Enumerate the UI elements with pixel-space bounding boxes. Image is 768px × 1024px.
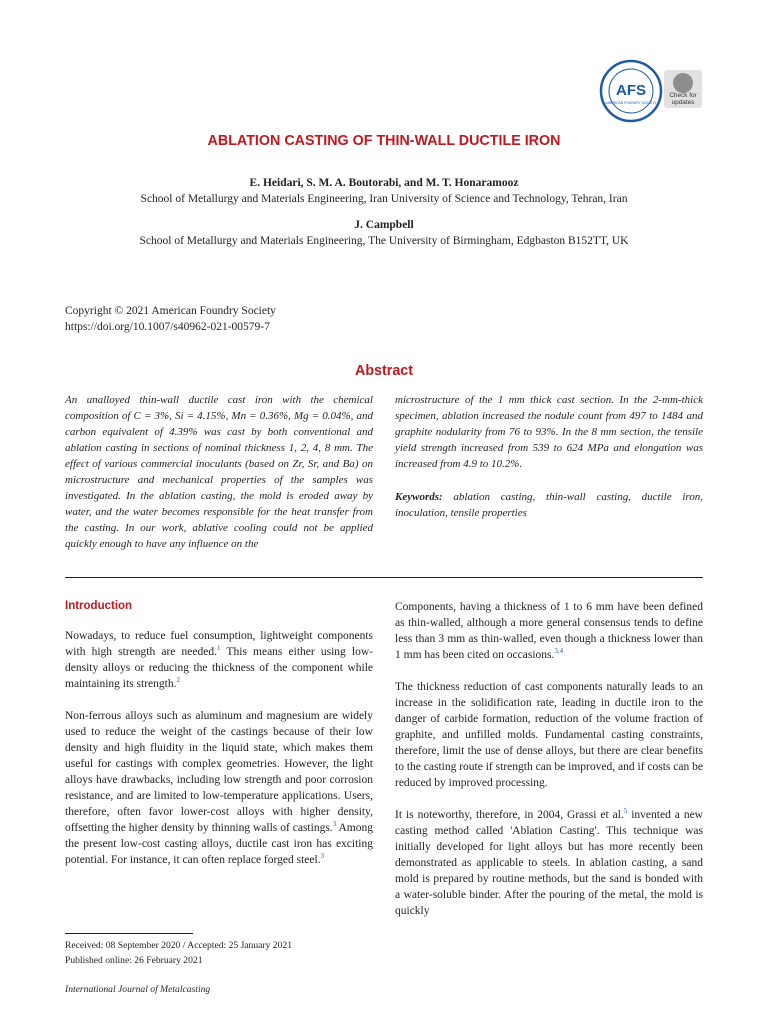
footnote [65, 938, 292, 968]
right-p3-text-b: invented a new casting method called 'Ablation Casting'. This technique was initially developed for light alloys but has more recently been demonstrated as applicable to steels. In ablation casting, a sand mold is prepared by routine methods, but the sand is bonded with a water-soluble binder. After the pouring of the metal, the mold is quickly [395, 809, 703, 917]
paper-title: ABLATION CASTING OF THIN-WALL DUCTILE IRON [207, 133, 561, 149]
afs-logo [599, 59, 663, 123]
intro-p2-text-b: Among the present low-cost casting alloys, ductile cast iron has exciting potential. For instance, it can often replace forged steel. [65, 822, 373, 866]
check-for-updates-label: Check for updates [669, 92, 697, 106]
authors-1: E. Heidari, S. M. A. Boutorabi, and M. T. Honaramooz [249, 177, 519, 189]
authors-2: J. Campbell [354, 219, 414, 231]
right-p3-text: It is noteworthy, therefore, in 2004, Grassi et al. [395, 809, 624, 821]
abstract-text-left: An unalloyed thin-wall ductile cast iron with the chemical composition of C = 3%, Si = 4.15%, Mn = 0.36%, Mg = 0.04%, and carbon equivalent of 4.39% was cast by both conventional and ablation casting in sections of nominal thickness 1, 2, 4, 8 mm. The effect of various commercial inoculants (based on Zr, Sr, and Ba) on microstructure and mechanical properties of the samples was investigated. In the ablation casting, the mold is eroded away by water, and the water becomes responsible for the heat transfer from the casting. In our work, ablative cooling could not be applied quickly enough to have any influence on the [65, 394, 373, 550]
abstract-right-column [395, 392, 703, 521]
keywords-label: Keywords: [395, 491, 443, 503]
ref-link[interactable]: 3,4 [554, 647, 564, 656]
affiliation-2: School of Metallurgy and Materials Engineering, The University of Birmingham, Edgbaston B152TT, UK [139, 235, 629, 247]
afs-logo-text: AFS [616, 82, 646, 99]
abstract-left-column [65, 392, 373, 552]
right-paragraph-3 [395, 807, 703, 919]
intro-p2-text: Non-ferrous alloys such as aluminum and magnesium are widely used to reduce the weight of the castings because of their low density and high fluidity in the liquid state, which makes them useful for castings with complex geometries. However, the light alloys have drawbacks, including low strength and poor corrosion resistance, and are limited to low-temperature applications. Users, therefore, often favor lower-cost alloys with higher density, offsetting the higher density by thinning walls of castings. [65, 710, 373, 834]
check-for-updates-badge[interactable] [664, 70, 702, 108]
abstract-divider [65, 577, 703, 578]
abstract-heading: Abstract [355, 363, 413, 379]
intro-paragraph-1 [65, 628, 373, 692]
doi-link[interactable]: https://doi.org/10.1007/s40962-021-00579-7 [65, 321, 270, 333]
published-online-date: Published online: 26 February 2021 [65, 955, 203, 966]
ref-link[interactable]: 2 [176, 676, 180, 685]
right-p1-text: Components, having a thickness of 1 to 6 mm have been defined as thin-walled, although a more general consensus tends to define less than 3 mm as thin-walled, even though a thickness lower than 1 mm has been cited on occasions. [395, 601, 703, 661]
intro-paragraph-2 [65, 708, 373, 868]
ref-link[interactable]: 3 [320, 852, 325, 861]
body-left-column [65, 628, 373, 884]
intro-p1-text: Nowadays, to reduce fuel consumption, lightweight components with high strength are needed. [65, 630, 373, 658]
body-right-column [395, 599, 703, 935]
intro-p1-text-b: This means either using low-density alloys or reducing the thickness of the component while maintaining its strength. [65, 646, 374, 690]
received-accepted-dates: Received: 08 September 2020 / Accepted: 25 January 2021 [65, 940, 292, 951]
copyright-line: Copyright © 2021 American Foundry Society [65, 305, 276, 317]
ref-link[interactable]: 1 [217, 644, 221, 653]
right-paragraph-1 [395, 599, 703, 663]
bookmark-icon [673, 73, 693, 93]
journal-name: International Journal of Metalcasting [65, 984, 211, 995]
ref-link[interactable]: 3 [332, 820, 337, 829]
ref-link[interactable]: 5 [623, 807, 628, 816]
copyright-block [65, 303, 276, 335]
keywords-text: ablation casting, thin-wall casting, ductile iron, inoculation, tensile properties [395, 491, 704, 519]
afs-logo-subtext: AMERICAN FOUNDRY SOCIETY [605, 101, 657, 105]
keywords [395, 489, 703, 521]
affiliation-1: School of Metallurgy and Materials Engineering, Iran University of Science and Technology, Tehran, Iran [140, 193, 628, 205]
right-paragraph-2: The thickness reduction of cast components naturally leads to an increase in the solidification rate, leading in ductile iron to the danger of carbide formation, reduction of the volume fraction of graphite, and unfilled molds. Fundamental casting constraints, therefore, limit the use of dense alloys, but there are clear benefits to the casting route if strength can be improved, and if costs can be reduced by improved processing. [395, 681, 703, 789]
abstract-text-right: microstructure of the 1 mm thick cast section. In the 2-mm-thick specimen, ablation increased the nodule count from 497 to 1484 and graphite nodularity from 76 to 93%. In the 8 mm section, the tensile yield strength increased from 539 to 624 MPa and elongation was increased from 4.9 to 10.2%. [395, 394, 703, 470]
footnote-divider [65, 933, 193, 934]
introduction-heading: Introduction [65, 600, 133, 612]
